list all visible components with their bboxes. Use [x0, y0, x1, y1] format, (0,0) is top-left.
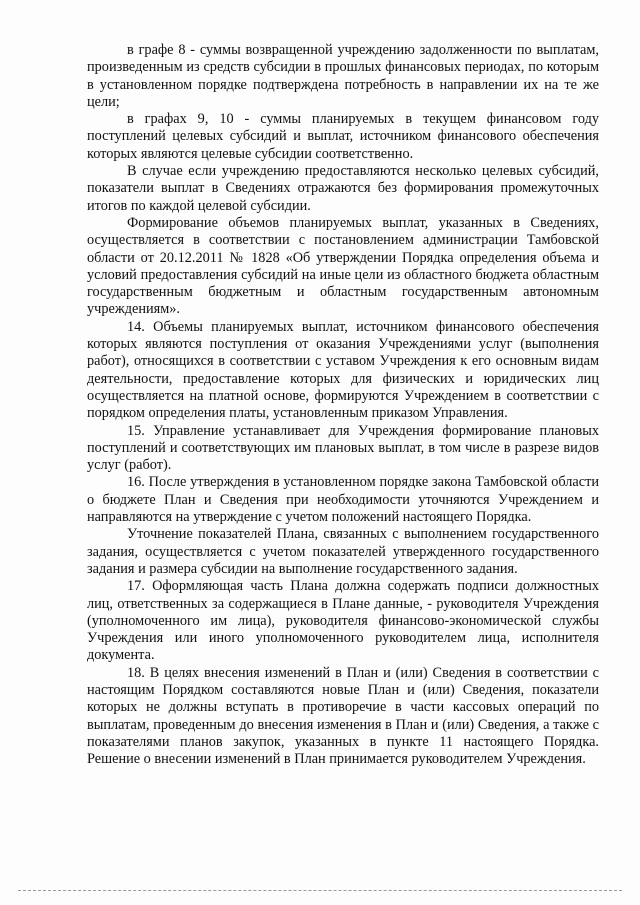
- paragraph-clarification: Уточнение показателей Плана, связанных с выполнением государственного задания, осуществляется с учетом показателей утвержденного государственного задания и размера субсидии на выполнение государственного задания.: [87, 526, 599, 577]
- paragraph-item-15: 15. Управление устанавливает для Учреждения формирование плановых поступлений и соответствующих им плановых выплат, в том числе в разрезе видов услуг (работ).: [87, 422, 599, 474]
- paragraph-item-18: 18. В целях внесения изменений в План и (или) Сведения в соответствии с настоящим Порядком составляются новые План и (или) Сведения, показатели которых не должны вступать в противоречие в части кассовых операций по выплатам, проведенным до внесения изменения в План и (или) Сведения, а также с показателями планов закупок, указанных в пункте 11 настоящего Порядка. Решение о внесении изменений в План принимается руководителем Учреждения.: [87, 664, 599, 768]
- paragraph-multiple-subsidies: В случае если учреждению предоставляются несколько целевых субсидий, показатели выплат в Сведениях отражаются без формирования промежуточных итогов по каждой целевой субсидии.: [87, 163, 599, 214]
- paragraph-item-14: 14. Объемы планируемых выплат, источником финансового обеспечения которых являются поступления от оказания Учреждениями услуг (выполнения работ), относящихся в соответствии с уставом Учреждения к его основным видам деятельности, предоставление которых для физических и юридических лиц осуществляется на платной основе, формируются Учреждением в соответствии с порядком определения платы, установленным приказом Управления.: [87, 318, 599, 422]
- paragraph-column-8: в графе 8 - суммы возвращенной учреждению задолженности по выплатам, произведенным из средств субсидии в прошлых финансовых периодах, по которым в установленном порядке подтверждена потребность в направлении их на те же цели;: [87, 42, 599, 110]
- document-body: [87, 42, 599, 768]
- paragraph-item-16: 16. После утверждения в установленном порядке закона Тамбовской области о бюджете План и Сведения при необходимости уточняются Учреждением и направляются на утверждение с учетом положений настоящего Порядка.: [87, 474, 599, 526]
- paragraph-item-17: 17. Оформляющая часть Плана должна содержать подписи должностных лиц, ответственных за содержащиеся в Плане данные, - руководителя Учреждения (уполномоченного им лица), руководителя финансово-экономической службы Учреждения или иного уполномоченного руководителем лица, исполнителя документа.: [87, 578, 599, 664]
- paragraph-columns-9-10: в графах 9, 10 - суммы планируемых в текущем финансовом году поступлений целевых субсидий и выплат, источником финансового обеспечения которых являются целевые субсидии соответственно.: [87, 111, 599, 162]
- paragraph-payment-volumes: Формирование объемов планируемых выплат, указанных в Сведениях, осуществляется в соответствии с постановлением администрации Тамбовской области от 20.12.2011 № 1828 «Об утверждении Порядка определения объема и условий предоставления субсидий на иные цели из областного бюджета областным государственным бюджетным и областным государственным автономным учреждениям».: [87, 214, 599, 318]
- page-bottom-scan-line: [18, 890, 622, 891]
